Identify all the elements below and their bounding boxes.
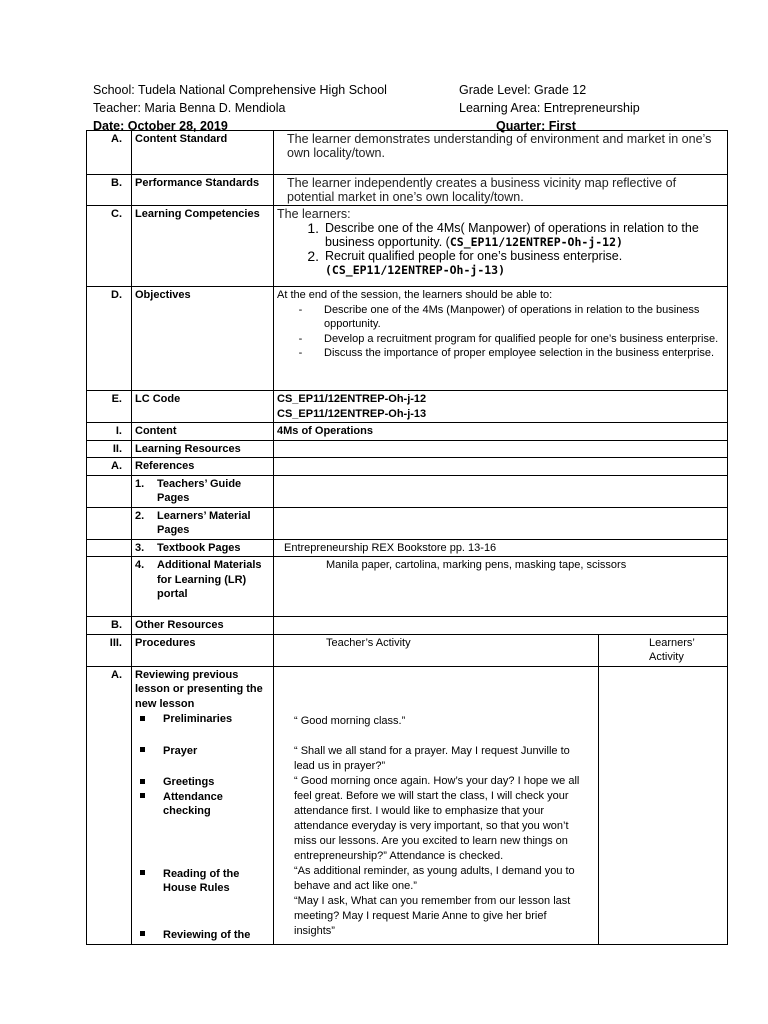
row-letter: III. <box>87 634 132 666</box>
step-reviewing: Reviewing of the <box>135 928 270 943</box>
row-other-resources <box>87 617 728 635</box>
row-references <box>87 458 728 476</box>
lc-code-cell <box>274 391 728 423</box>
content-text: 4Ms of Operations <box>274 423 728 441</box>
lesson-plan-table <box>86 130 728 945</box>
content-standard-text: The learner demonstrates understanding of environment and market in one’s own locality/town. <box>274 131 728 175</box>
step-attendance: Attendance checking <box>135 790 270 819</box>
row-letter: A. <box>87 666 132 944</box>
learning-area: Learning Area: Entrepreneurship <box>459 101 640 115</box>
empty-cell <box>87 475 132 507</box>
row-review-lesson <box>87 666 728 944</box>
row-letter: C. <box>87 206 132 287</box>
row-letter: A. <box>87 458 132 476</box>
row-objectives <box>87 287 728 391</box>
line-prayer: “ Shall we all stand for a prayer. May I request Junville to lead us in prayer?” <box>294 744 570 772</box>
row-label: Objectives <box>132 287 274 391</box>
grade-level: Grade Level: Grade 12 <box>459 83 587 97</box>
row-letter: D. <box>87 287 132 391</box>
empty-cell <box>87 557 132 617</box>
row-label: 3. Textbook Pages <box>132 539 274 557</box>
line-greeting: “ Good morning class.” <box>294 714 406 727</box>
competencies-intro: The learners: <box>277 207 351 221</box>
learner-activity-cell <box>599 666 728 944</box>
empty-cell <box>274 440 728 458</box>
empty-cell <box>274 507 728 539</box>
review-label: Reviewing previous lesson or presenting the new lesson <box>135 668 263 710</box>
header-right <box>459 81 640 135</box>
objectives-intro: At the end of the session, the learners should be able to: <box>277 289 553 301</box>
step-house-rules: Reading of the House Rules <box>135 867 270 896</box>
additional-materials-text: Manila paper, cartolina, marking pens, masking tape, scissors <box>274 557 728 617</box>
performance-standards-text: The learner independently creates a business vicinity map reflective of potential market in one’s own locality/town. <box>274 175 728 206</box>
row-letter: II. <box>87 440 132 458</box>
row-lc-code <box>87 391 728 423</box>
row-textbook-pages <box>87 539 728 557</box>
review-steps-cell <box>132 666 274 944</box>
step-prayer: Prayer <box>135 744 270 759</box>
row-letter: E. <box>87 391 132 423</box>
row-teachers-guide <box>87 475 728 507</box>
list-item: 1. Describe one of the 4Ms( Manpower) of operations in relation to the business opportunity. (CS_EP11/12ENTREP-Oh-j-12) <box>307 220 699 249</box>
textbook-pages-text: Entrepreneurship REX Bookstore pp. 13-16 <box>274 539 728 557</box>
empty-cell <box>87 539 132 557</box>
empty-cell <box>274 458 728 476</box>
row-letter: A. <box>87 131 132 175</box>
row-content <box>87 423 728 441</box>
list-item: - Discuss the importance of proper employee selection in the business enterprise. <box>298 347 715 359</box>
line-review: “May I ask, What can you remember from our lesson last meeting? May I request Marie Anne to give her brief insights” <box>294 894 571 937</box>
row-learning-competencies <box>87 206 728 287</box>
row-label: Learning Competencies <box>132 206 274 287</box>
lc-code-2: CS_EP11/12ENTREP-Oh-j-13 <box>277 407 427 420</box>
row-letter: B. <box>87 617 132 635</box>
row-label: LC Code <box>132 391 274 423</box>
row-label: Learning Resources <box>132 440 274 458</box>
lc-code-1: CS_EP11/12ENTREP-Oh-j-12 <box>277 393 427 405</box>
step-greetings: Greetings <box>135 775 270 790</box>
empty-cell <box>274 475 728 507</box>
empty-cell <box>87 507 132 539</box>
row-label: 2. Learners’ Material Pages <box>132 507 274 539</box>
objectives-list <box>277 303 724 361</box>
header-left <box>93 81 387 135</box>
teacher-activity-heading: Teacher’s Activity <box>274 634 599 666</box>
row-label: 4. Additional Materials for Learning (LR) portal <box>132 557 274 617</box>
row-letter: I. <box>87 423 132 441</box>
objectives-cell <box>274 287 728 391</box>
row-label: Content <box>132 423 274 441</box>
row-letter: B. <box>87 175 132 206</box>
row-label: Content Standard <box>132 131 274 175</box>
list-item: - Describe one of the 4Ms (Manpower) of operations in relation to the business opportunity. <box>298 303 700 330</box>
quarter: Quarter: First <box>496 119 576 133</box>
teacher-name: Teacher: Maria Benna D. Mendiola <box>93 101 286 115</box>
learning-competencies-cell <box>274 206 728 287</box>
row-label: References <box>132 458 274 476</box>
row-additional-materials <box>87 557 728 617</box>
lesson-date: Date: October 28, 2019 <box>93 119 228 133</box>
learner-activity-heading: Learners’ Activity <box>599 634 728 666</box>
row-learning-resources <box>87 440 728 458</box>
row-label: 1. Teachers’ Guide Pages <box>132 475 274 507</box>
row-learners-material <box>87 507 728 539</box>
teacher-activity-cell <box>274 666 599 944</box>
row-content-standard <box>87 131 728 175</box>
school-name: School: Tudela National Comprehensive High School <box>93 83 387 97</box>
step-preliminaries: Preliminaries <box>135 712 270 727</box>
empty-cell <box>274 617 728 635</box>
list-item: 2. Recruit qualified people for one’s business enterprise. (CS_EP11/12ENTREP-Oh-j-13) <box>307 248 623 277</box>
list-item: - Develop a recruitment program for qualified people for one’s business enterprise. <box>298 332 719 345</box>
row-procedures <box>87 634 728 666</box>
line-attendance: “ Good morning once again. How’s your day? I hope we all feel great. Before we will start the class, I will check your attendance first. I would like to emphasize that your attendance everyday is very important, so that you won’t miss our lessons. Are you excited to learn new things on entrepreneurship?” Attendance is checked. <box>294 774 580 862</box>
row-label: Performance Standards <box>132 175 274 206</box>
row-performance-standards <box>87 175 728 206</box>
line-house-rules: “As additional reminder, as young adults, I demand you to behave and act like one.” <box>294 864 575 892</box>
competencies-list <box>277 221 724 277</box>
row-label: Other Resources <box>132 617 274 635</box>
row-label: Procedures <box>132 634 274 666</box>
